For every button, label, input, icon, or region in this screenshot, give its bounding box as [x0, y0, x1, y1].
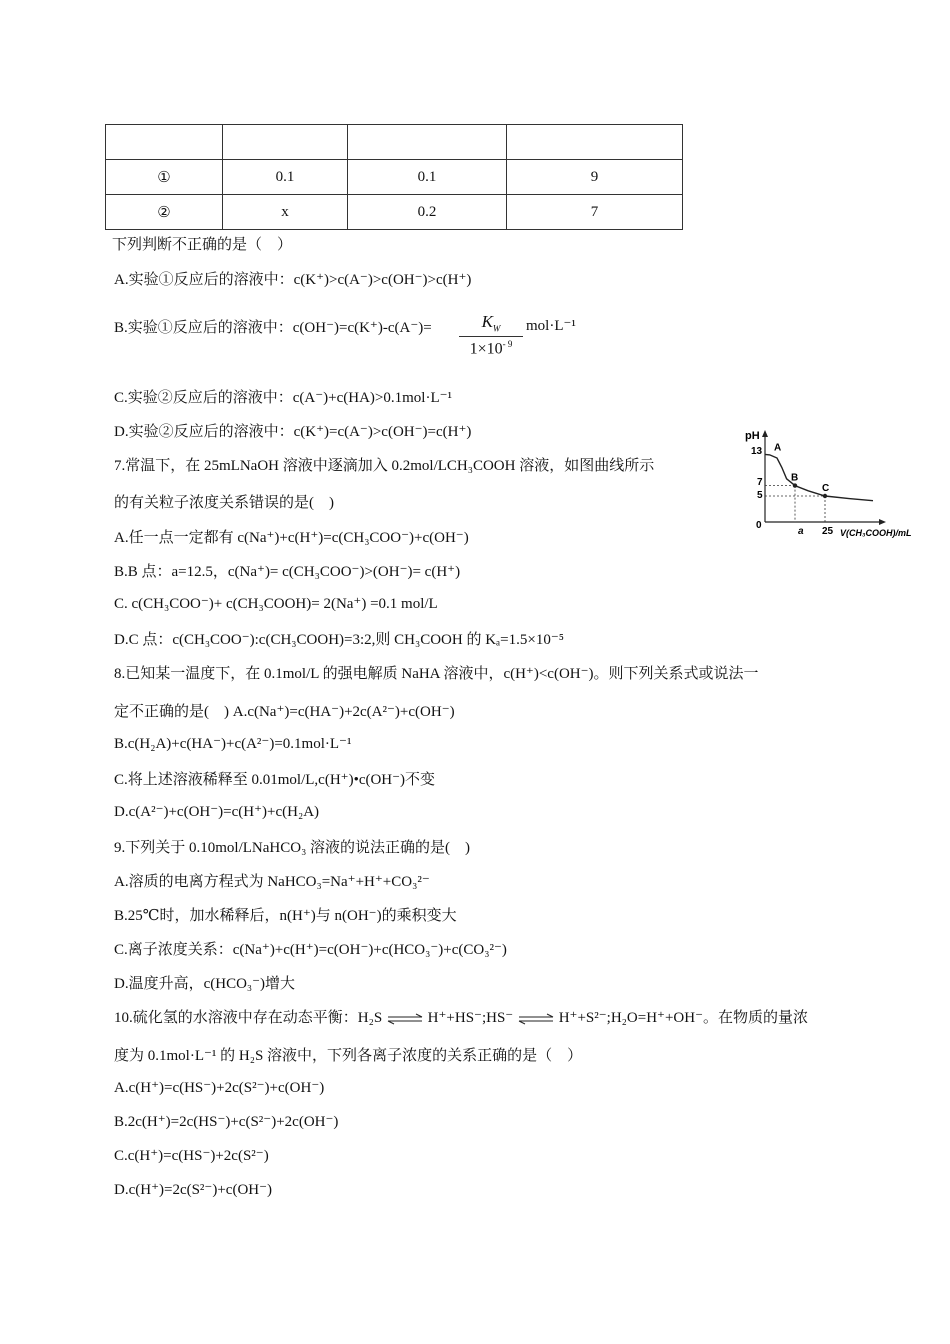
table-cell: ①	[106, 160, 223, 195]
q10-option-d: D.c(H⁺)=2c(S²⁻)+c(OH⁻)	[114, 1182, 273, 1198]
table-cell: 0.1	[348, 160, 507, 195]
fraction-exponent: - 9	[502, 339, 513, 349]
q9-stem: 9.下列关于 0.10mol/LNaHCO₃ 溶液的说法正确的是( )	[114, 840, 471, 856]
equilibrium-arrow-icon	[386, 1013, 424, 1025]
q10-stem-part3: H⁺+S²⁻;H₂O=H⁺+OH⁻。在物质的量浓	[558, 1010, 808, 1026]
table-cell: 0.1	[223, 160, 348, 195]
q8-stem-line1: 8.已知某一温度下，在 0.1mol/L 的强电解质 NaHA 溶液中，c(H⁺)<c(OH⁻)。则下列关系式或说法一	[114, 666, 759, 682]
table-row	[106, 125, 683, 160]
q8-option-c: C.将上述溶液稀释至 0.01mol/L,c(H⁺)•c(OH⁻)不变	[114, 772, 436, 788]
equilibrium-arrow-icon	[517, 1013, 555, 1025]
table-row	[106, 195, 683, 230]
q9-option-c: C.离子浓度关系：c(Na⁺)+c(H⁺)=c(OH⁻)+c(HCO₃⁻)+c(CO₃²⁻)	[114, 942, 507, 958]
q6-prompt: 下列判断不正确的是（ ）	[112, 237, 293, 253]
q6-option-c: C.实验②反应后的溶液中：c(A⁻)+c(HA)>0.1mol·L⁻¹	[114, 390, 453, 406]
table-cell	[348, 125, 507, 160]
x-tick-25: 25	[822, 526, 834, 537]
q9-option-a: A.溶质的电离方程式为 NaHCO₃=Na⁺+H⁺+CO₃²⁻	[114, 874, 430, 890]
fraction-numerator: K	[481, 312, 493, 331]
y-tick-7: 7	[757, 477, 763, 488]
q7-stem-line1: 7.常温下，在 25mLNaOH 溶液中逐滴加入 0.2mol/LCH₃COOH 溶液，如图曲线所示	[114, 458, 655, 474]
q6-option-b-unit: mol·L⁻¹	[526, 318, 576, 334]
table-cell: x	[223, 195, 348, 230]
q6-option-b: B.实验①反应后的溶液中：c(OH⁻)=c(K⁺)-c(A⁻)=	[114, 320, 432, 336]
point-label-c: C	[822, 483, 830, 494]
table-cell: 9	[507, 160, 683, 195]
q10-stem-line2: 度为 0.1mol·L⁻¹ 的 H₂S 溶液中，下列各离子浓度的关系正确的是（ ）	[114, 1048, 583, 1064]
q9-option-d: D.温度升高，c(HCO₃⁻)增大	[114, 976, 296, 992]
q8-option-b: B.c(H₂A)+c(HA⁻)+c(A²⁻)=0.1mol·L⁻¹	[114, 736, 352, 752]
q10-option-b: B.2c(H⁺)=2c(HS⁻)+c(S²⁻)+2c(OH⁻)	[114, 1114, 339, 1130]
table-cell	[223, 125, 348, 160]
titration-curve	[765, 454, 873, 500]
fraction-bar	[459, 336, 523, 337]
q8-stem-line2: 定不正确的是( ) A.c(Na⁺)=c(HA⁻)+2c(A²⁻)+c(OH⁻)	[114, 704, 455, 720]
q10-option-a: A.c(H⁺)=c(HS⁻)+2c(S²⁻)+c(OH⁻)	[114, 1080, 325, 1096]
x-axis-label: V(CH₃COOH)/mL	[840, 528, 912, 538]
x-axis-arrow	[879, 519, 886, 525]
q6-option-a: A.实验①反应后的溶液中：c(K⁺)>c(A⁻)>c(OH⁻)>c(H⁺)	[114, 272, 472, 288]
fraction-numerator-sub: W	[492, 323, 501, 334]
q8-option-d: D.c(A²⁻)+c(OH⁻)=c(H⁺)+c(H₂A)	[114, 804, 320, 820]
experiment-table	[105, 124, 683, 230]
point-label-a: A	[774, 442, 782, 454]
q7-option-c: C. c(CH₃COO⁻)+ c(CH₃COOH)= 2(Na⁺) =0.1 mol/L	[114, 596, 438, 612]
titration-chart	[740, 424, 940, 544]
x-tick-a: a	[798, 526, 804, 537]
q9-option-b: B.25℃时，加水稀释后，n(H⁺)与 n(OH⁻)的乘积变大	[114, 908, 457, 924]
q7-option-b: B.B 点：a=12.5，c(Na⁺)= c(CH₃COO⁻)>(OH⁻)= c(H⁺)	[114, 564, 461, 580]
q7-option-d: D.C 点：c(CH₃COO⁻):c(CH₃COOH)=3:2,则 CH₃COOH 的 Kₐ=1.5×10⁻⁵	[114, 632, 564, 648]
q6-option-d: D.实验②反应后的溶液中：c(K⁺)=c(A⁻)>c(OH⁻)=c(H⁺)	[114, 424, 472, 440]
origin-label: 0	[756, 520, 762, 531]
y-axis-label: pH	[745, 430, 760, 442]
table-cell: ②	[106, 195, 223, 230]
table-cell	[507, 125, 683, 160]
q7-stem-line2: 的有关粒子浓度关系错误的是( )	[114, 495, 334, 511]
q10-option-c: C.c(H⁺)=c(HS⁻)+2c(S²⁻)	[114, 1148, 269, 1164]
q10-stem-part1: 10.硫化氢的水溶液中存在动态平衡：H₂S	[114, 1010, 383, 1026]
q10-stem-part2: H⁺+HS⁻;HS⁻	[427, 1010, 514, 1026]
table-row	[106, 160, 683, 195]
q10-stem-line1	[114, 1006, 808, 1027]
y-tick-13: 13	[751, 446, 763, 457]
point-c	[823, 494, 827, 498]
table-cell: 7	[507, 195, 683, 230]
y-axis-arrow	[762, 430, 768, 437]
table-cell: 0.2	[348, 195, 507, 230]
q7-option-a: A.任一点一定都有 c(Na⁺)+c(H⁺)=c(CH₃COO⁻)+c(OH⁻)	[114, 530, 469, 546]
fraction-denominator: 1×10	[469, 340, 503, 358]
point-label-b: B	[791, 472, 799, 484]
kw-fraction	[455, 312, 527, 358]
y-tick-5: 5	[757, 490, 763, 501]
point-b	[793, 483, 797, 487]
table-cell	[106, 125, 223, 160]
